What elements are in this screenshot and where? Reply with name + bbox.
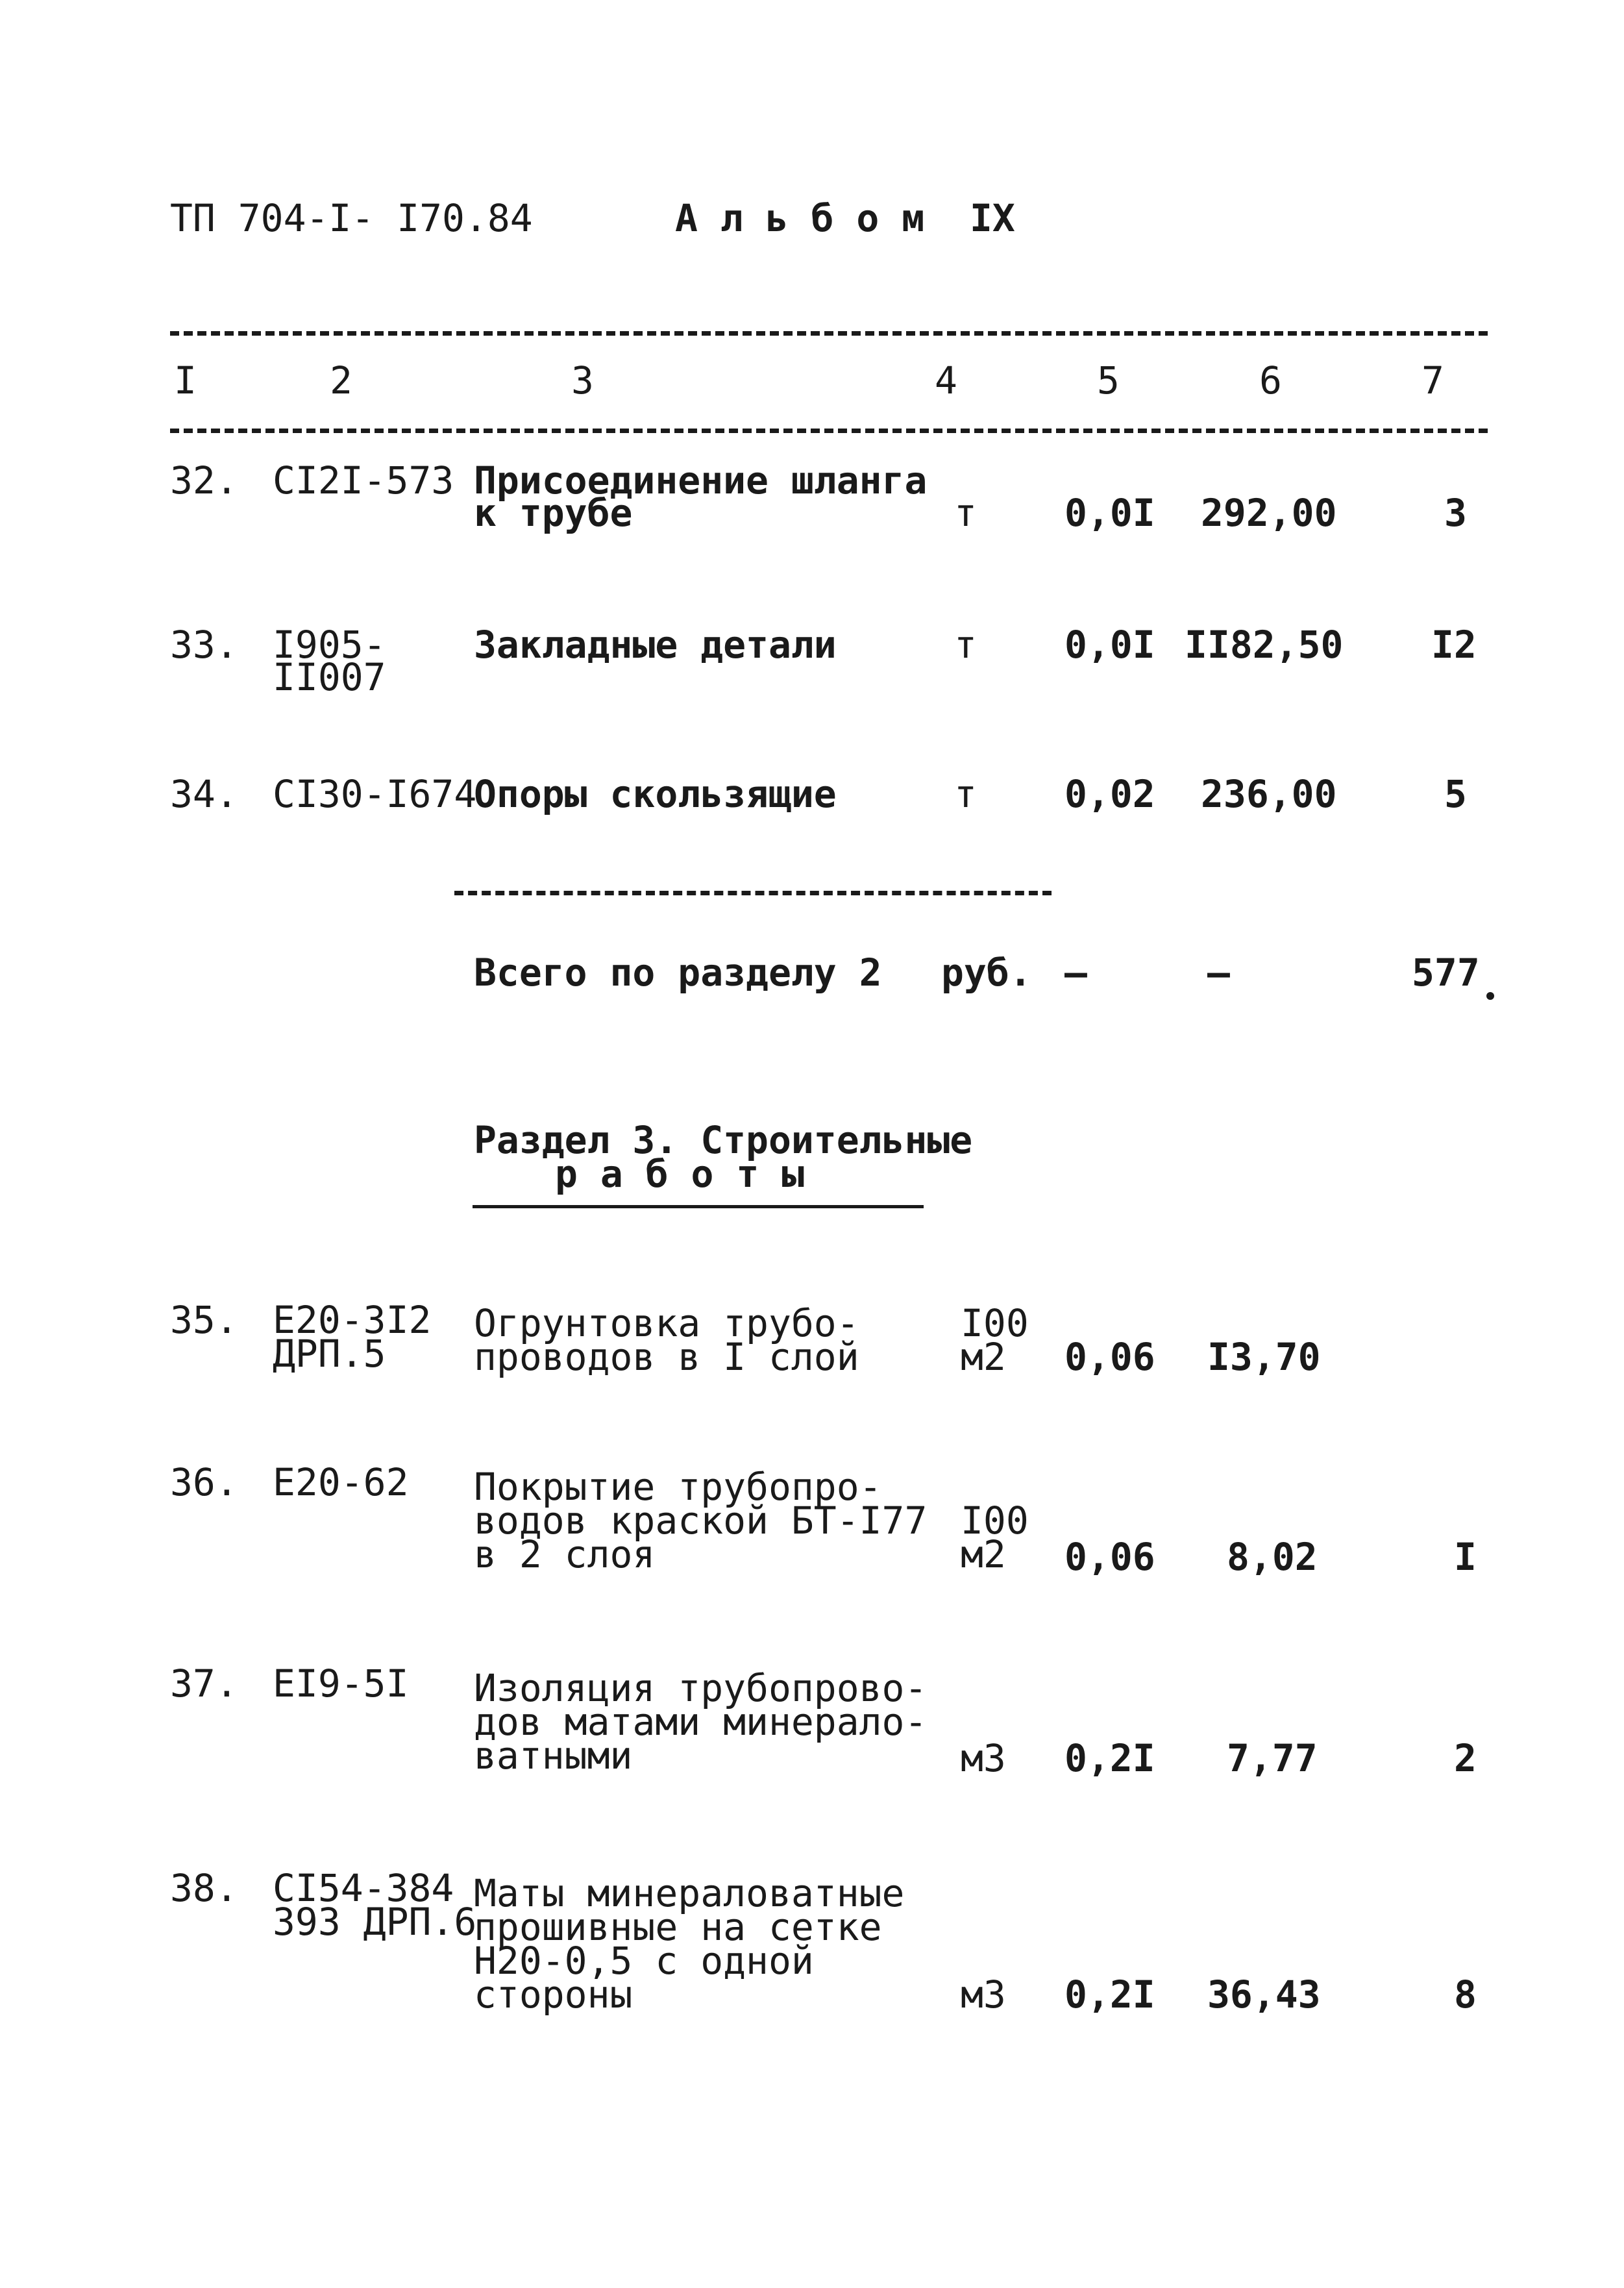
row-unit: т <box>954 772 977 816</box>
ink-dot <box>1486 992 1494 1000</box>
row-total: 3 <box>1444 491 1467 535</box>
row-number: 38. <box>170 1866 238 1910</box>
row-code-line: 393 ДРП.6 <box>273 1900 477 1944</box>
row-quantity: 0,0I <box>1064 491 1155 535</box>
row-number: 33. <box>170 623 238 667</box>
row-name-line: Присоединение шланга <box>474 458 928 503</box>
row-name-line: прошивные на сетке <box>474 1905 882 1949</box>
section-heading-line: р а б о т ы <box>555 1152 805 1196</box>
subtotal-unit: руб. <box>941 951 1032 995</box>
row-price: 236,00 <box>1201 772 1337 816</box>
row-unit: т <box>954 491 977 535</box>
subtotal-quantity: – <box>1064 951 1087 995</box>
row-quantity: 0,06 <box>1064 1535 1155 1579</box>
row-price: 7,77 <box>1227 1736 1318 1780</box>
row-name-line: в 2 слоя <box>474 1532 656 1576</box>
column-header-6: 6 <box>1259 358 1282 403</box>
row-price: 36,43 <box>1207 1972 1321 2017</box>
row-price: 8,02 <box>1227 1535 1318 1579</box>
column-header-2: 2 <box>330 358 352 403</box>
row-name-line: стороны <box>474 1972 633 2017</box>
section-heading-line: Раздел 3. Строительные <box>474 1118 973 1162</box>
row-code-line: I905- <box>273 623 386 667</box>
row-number: 34. <box>170 772 238 816</box>
album-title: А л ь б о м IX <box>675 196 1015 240</box>
subtotal-total: 577 <box>1412 951 1480 995</box>
row-code: CI2I-573 <box>273 458 454 503</box>
subtotal-price: – <box>1207 951 1230 995</box>
row-total: I2 <box>1431 623 1477 667</box>
row-code-line: E20-3I2 <box>273 1298 432 1342</box>
header-bottom-rule <box>170 429 1488 433</box>
row-total: I <box>1454 1535 1477 1579</box>
subtotal-label: Всего по разделу 2 <box>474 951 882 995</box>
row-unit-line: I00 <box>961 1498 1029 1543</box>
row-quantity: 0,2I <box>1064 1736 1155 1780</box>
row-total: 8 <box>1454 1972 1477 2017</box>
row-price: II82,50 <box>1185 623 1344 667</box>
row-name-line: Огрунтовка трубо- <box>474 1301 859 1345</box>
column-header-5: 5 <box>1097 358 1120 403</box>
row-unit-line: м2 <box>961 1532 1006 1576</box>
row-total: 5 <box>1444 772 1467 816</box>
row-quantity: 0,06 <box>1064 1335 1155 1379</box>
row-unit: т <box>954 623 977 667</box>
row-price: 292,00 <box>1201 491 1337 535</box>
row-name-line: Опоры скользящие <box>474 772 837 816</box>
row-quantity: 0,02 <box>1064 772 1155 816</box>
row-unit-line: м3 <box>961 1736 1006 1780</box>
row-name-line: ватными <box>474 1734 633 1778</box>
row-name-line: дов матами минерало- <box>474 1700 928 1744</box>
row-code-line: ДРП.5 <box>273 1332 386 1376</box>
row-name-line: Изоляция трубопрово- <box>474 1666 928 1710</box>
column-header-4: 4 <box>935 358 957 403</box>
row-code-line: CI54-384 <box>273 1866 454 1910</box>
row-name-line: Н20-0,5 с одной <box>474 1939 814 1983</box>
row-name-line: проводов в I слой <box>474 1335 859 1379</box>
section-heading-underline <box>473 1205 924 1208</box>
row-code-line: E20-62 <box>273 1460 409 1504</box>
row-price: I3,70 <box>1207 1335 1321 1379</box>
row-quantity: 0,2I <box>1064 1972 1155 2017</box>
row-total: 2 <box>1454 1736 1477 1780</box>
column-header-7: 7 <box>1421 358 1444 403</box>
row-code: CI30-I674 <box>273 772 477 816</box>
row-name-line: Маты минераловатные <box>474 1871 905 1915</box>
row-name-line: водов краской БТ-I77 <box>474 1498 928 1543</box>
column-header-1: I <box>174 358 197 403</box>
row-name-line: к трубе <box>474 491 633 535</box>
row-quantity: 0,0I <box>1064 623 1155 667</box>
document-code: ТП 704-I- I70.84 <box>170 196 533 240</box>
row-number: 32. <box>170 458 238 503</box>
row-number: 35. <box>170 1298 238 1342</box>
column-header-3: 3 <box>571 358 594 403</box>
subtotal-rule <box>454 891 1052 895</box>
row-code-line: II007 <box>273 655 386 699</box>
header-top-rule <box>170 331 1488 336</box>
row-name-line: Покрытие трубопро- <box>474 1465 882 1509</box>
row-unit-line: I00 <box>961 1301 1029 1345</box>
row-name-line: Закладные детали <box>474 623 837 667</box>
row-number: 37. <box>170 1661 238 1706</box>
row-unit-line: м2 <box>961 1335 1006 1379</box>
row-number: 36. <box>170 1460 238 1504</box>
row-code-line: EI9-5I <box>273 1661 409 1706</box>
row-unit-line: м3 <box>961 1972 1006 2017</box>
